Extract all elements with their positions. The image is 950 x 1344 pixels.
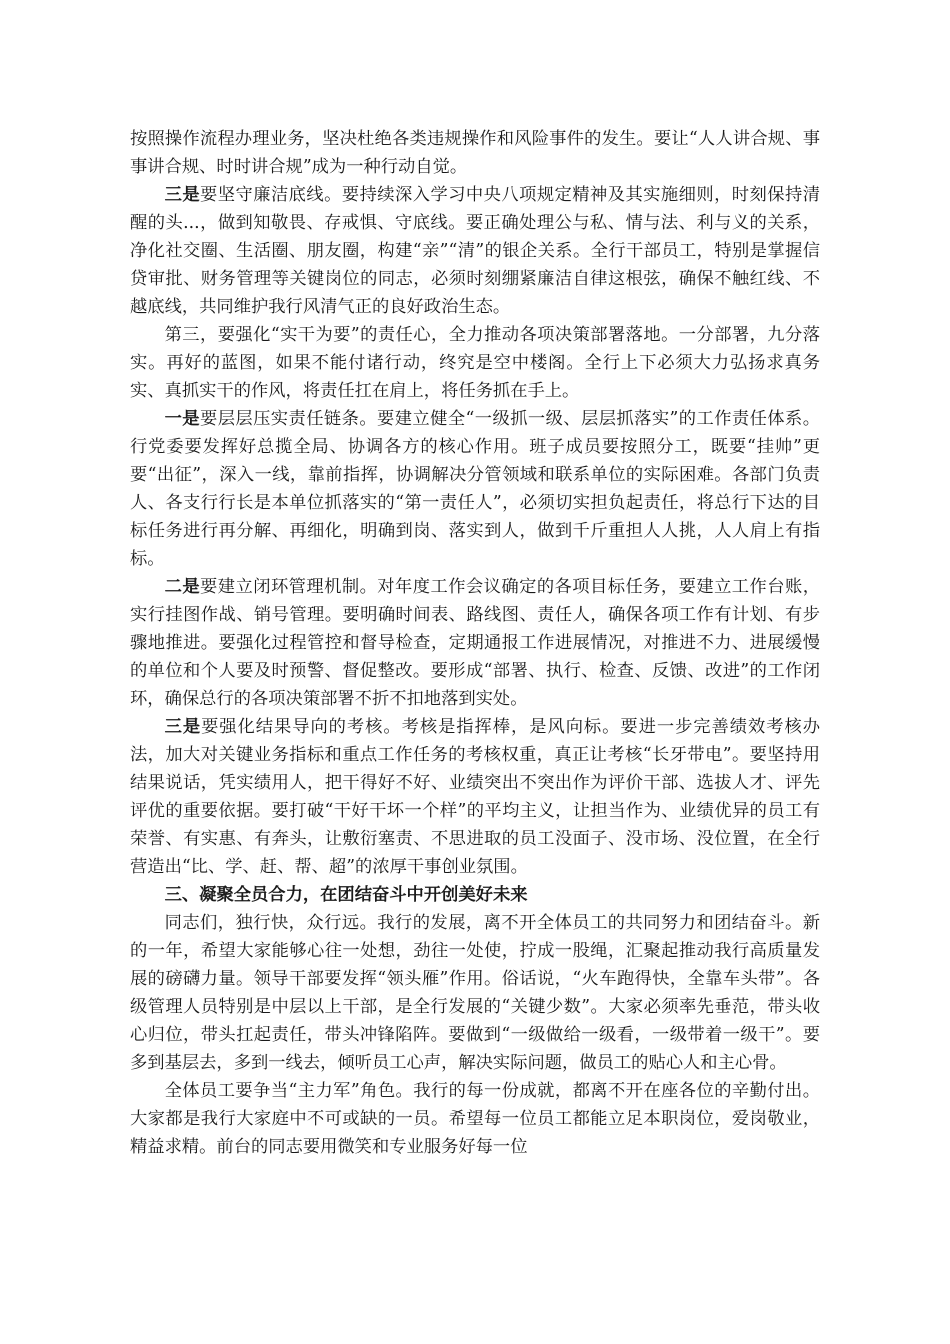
- paragraph-text: 要层层压实责任链条。要建立健全“一级抓一级、层层抓落实”的工作责任体系。行党委要发挥好总揽全局、协调各方的核心作用。班子成员要按照分工，既要“挂帅”更要“出征”，深入一线，靠前指挥，协调解决分管领域和联系单位的实际困难。各部门负责人、各支行行长是本单位抓落实的“第一责任人”，必须切实担负起责任，将总行下达的目标任务进行再分解、再细化，明确到岗、落实到人，做到千斤重担人人挑，人人肩上有指标。: [130, 409, 820, 569]
- paragraph-text: 按照操作流程办理业务，坚决杜绝各类违规操作和风险事件的发生。要让“人人讲合规、事事讲合规、时时讲合规”成为一种行动自觉。: [130, 129, 820, 177]
- paragraph-2: [130, 181, 820, 321]
- paragraph-lead: 二是: [164, 577, 201, 597]
- paragraph-text: 要强化结果导向的考核。考核是指挥棒，是风向标。要进一步完善绩效考核办法，加大对关键业务指标和重点工作任务的考核权重，真正让考核“长牙带电”。要坚持用结果说话，凭实绩用人，把干得好不好、业绩突出不突出作为评价干部、选拔人才、评先评优的重要依据。要打破“干好干坏一个样”的平均主义，让担当作为、业绩优异的员工有荣誉、有实惠、有奔头，让敷衍塞责、不思进取的员工没面子、没市场、没位置，在全行营造出“比、学、赶、帮、超”的浓厚干事创业氛围。: [130, 717, 820, 877]
- paragraph-5: [130, 573, 820, 713]
- paragraph-lead: 一是: [164, 409, 200, 429]
- paragraph-lead: 三是: [164, 717, 202, 737]
- closing-paragraph-2: 全体员工要争当“主力军”角色。我行的每一份成就，都离不开在座各位的辛勤付出。大家都是我行大家庭中不可或缺的一员。希望每一位员工都能立足本职岗位，爱岗敬业，精益求精。前台的同志要用微笑和专业服务好每一位: [130, 1081, 820, 1157]
- paragraph-text: 要建立闭环管理机制。对年度工作会议确定的各项目标任务，要建立工作台账，实行挂图作战、销号管理。要明确时间表、路线图、责任人，确保各项工作有计划、有步骤地推进。要强化过程管控和督导检查，定期通报工作进展情况，对推进不力、进展缓慢的单位和个人要及时预警、督促整改。要形成“部署、执行、检查、反馈、改进”的工作闭环，确保总行的各项决策部署不折不扣地落到实处。: [130, 577, 820, 709]
- paragraph-3: [130, 321, 820, 405]
- closing-paragraph-1: 同志们，独行快，众行远。我行的发展，离不开全体员工的共同努力和团结奋斗。新的一年，希望大家能够心往一处想，劲往一处使，拧成一股绳，汇聚起推动我行高质量发展的磅礴力量。领导干部要发挥“领头雁”作用。俗话说，“火车跑得快，全靠车头带”。各级管理人员特别是中层以上干部，是全行发展的“关键少数”。大家必须率先垂范，带头收心归位，带头扛起责任，带头冲锋陷阵。要做到“一级做给一级看，一级带着一级干”。要多到基层去，多到一线去，倾听员工心声，解决实际问题，做员工的贴心人和主心骨。: [130, 913, 820, 1073]
- paragraph-text: 要坚守廉洁底线。要持续深入学习中央八项规定精神及其实施细则，时刻保持清醒的头...，做到知敬畏、存戒惧、守底线。要正确处理公与私、情与法、利与义的关系，净化社交圈、生活圈、朋友圈，构建“亲”“清”的银企关系。全行干部员工，特别是掌握信贷审批、财务管理等关键岗位的同志，必须时刻绷紧廉洁自律这根弦，确保不触红线、不越底线，共同维护我行风清气正的良好政治生态。: [130, 185, 820, 317]
- document-page: [130, 125, 820, 1161]
- paragraph-1: [130, 125, 820, 181]
- paragraph-4: [130, 405, 820, 573]
- section-heading: 三、凝聚全员合力，在团结奋斗中开创美好未来: [164, 885, 528, 905]
- paragraph-6: [130, 713, 820, 881]
- paragraph-text: 第三，要强化“实干为要”的责任心，全力推动各项决策部署落地。一分部署，九分落实。再好的蓝图，如果不能付诸行动，终究是空中楼阁。全行上下必须大力弘扬求真务实、真抓实干的作风，将责任扛在肩上，将任务抓在手上。: [130, 325, 820, 401]
- paragraph-lead: 三是: [164, 185, 201, 205]
